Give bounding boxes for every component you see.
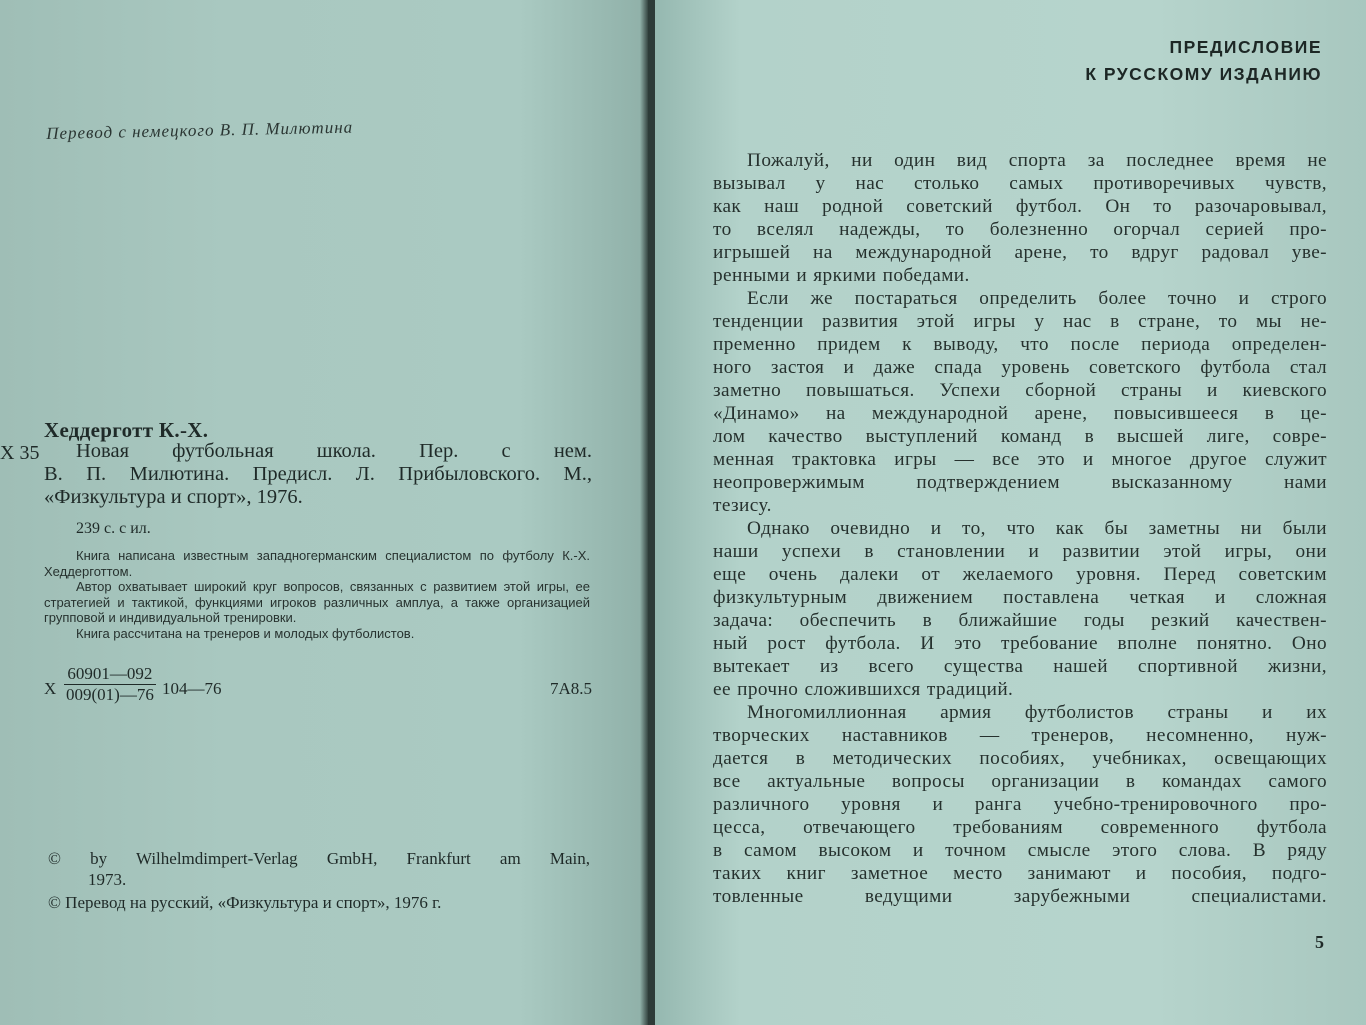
copyright-block (48, 848, 590, 913)
body-line: цесса, отвечающего требованиям современного футбола (713, 817, 1327, 838)
annotation-paragraph: Книга рассчитана на тренеров и молодых футболистов. (76, 625, 415, 641)
body-line: «Динамо» на международной арене, повысившееся в це- (713, 403, 1327, 424)
body-line: творческих наставников — тренеров, несомненно, нуж- (713, 725, 1327, 746)
citation-line: В. П. Милютина. Предисл. Л. Прибыловского. М., (44, 463, 592, 485)
body-line: пременно придем к выводу, что после периода определен- (713, 334, 1327, 355)
catalog-formula (44, 664, 592, 710)
bbk-index: 7А8.5 (549, 679, 592, 698)
formula-prefix: Х (44, 679, 57, 698)
copyright-original-year: 1973. (88, 870, 127, 889)
heading-line: ПРЕДИСЛОВИЕ (1169, 37, 1322, 57)
body-line: Однако очевидно и то, что как бы заметны ни были (747, 518, 1327, 539)
body-line: все актуальные вопросы организации в командах самого (713, 771, 1327, 792)
body-line: задача: обеспечить в ближайшие годы резкий качествен- (713, 610, 1327, 631)
body-line: Если же постараться определить более точно и строго (747, 288, 1327, 309)
body-line: в самом высоком и точном смысле этого слова. В ряду (713, 840, 1327, 861)
citation-line: «Физкультура и спорт», 1976. (44, 486, 303, 508)
annotation-paragraph: Книга написана известным западногерманским специалистом по футболу К.-Х. Хеддерготтом. (44, 548, 590, 579)
body-line: менная трактовка игры — все это и многое другое служит (713, 449, 1327, 470)
author-name: Хеддерготт К.-Х. (44, 418, 209, 442)
body-line: ренными и яркими победами. (713, 265, 970, 286)
body-line: таких книг заметное место занимают и пособия, подго- (713, 863, 1327, 884)
preface-body (713, 149, 1327, 908)
bibliographic-citation (44, 440, 592, 509)
copyright-original: © by Wilhelmdimpert-Verlag GmbH, Frankfurt am Main, (48, 849, 590, 868)
right-page (655, 0, 1366, 1025)
body-line: лом качество выступлений команд в высшей лиге, совре- (713, 426, 1327, 447)
body-line: ный рост футбола. И это требование вполне понятно. Оно (713, 633, 1327, 654)
body-line: различного уровня и ранга учебно-тренировочного про- (713, 794, 1327, 815)
copyright-translation: © Перевод на русский, «Физкультура и спорт», 1976 г. (48, 893, 442, 912)
body-line: наши успехи в становлении и развитии этой игры, они (713, 541, 1327, 562)
body-line: ее прочно сложившихся традиций. (713, 679, 1014, 700)
book-annotation (44, 548, 590, 641)
annotation-paragraph: Автор охватывает широкий круг вопросов, связанных с развитием этой игры, ее стратегией и тактикой, функциями игроков различных амплуа, а также организацией групповой и индивидуальной тренировки. (44, 579, 590, 625)
citation-line: Новая футбольная школа. Пер. с нем. (76, 440, 592, 462)
body-line: тенденции развития этой игры у нас в стране, то мы не- (713, 311, 1327, 332)
heading-line: К РУССКОМУ ИЗДАНИЮ (1085, 64, 1322, 84)
body-line: вызывал у нас столько самых противоречивых чувств, (713, 173, 1327, 194)
body-line: как наш родной советский футбол. Он то разочаровывал, (713, 196, 1327, 217)
body-line: еще очень далеки от желаемого уровня. Перед советским (713, 564, 1327, 585)
body-line: физкультурным движением поставлена четкая и сложная (713, 587, 1327, 608)
body-line: ного застоя и даже спада уровень советского футбола стал (713, 357, 1327, 378)
body-line: заметно повышаться. Успехи сборной страны и киевского (713, 380, 1327, 401)
body-line: Многомиллионная армия футболистов страны и их (747, 702, 1327, 723)
formula-numerator: 60901—092 (67, 664, 153, 683)
body-line: дается в методических пособиях, учебниках, освещающих (713, 748, 1327, 769)
formula-denominator: 009(01)—76 (66, 685, 154, 704)
classification-code: Х 35 (0, 442, 40, 464)
body-line: неопровержимым подтверждением высказанному нами (713, 472, 1327, 493)
body-line: то вселял надежды, то болезненно огорчал серией про- (713, 219, 1327, 240)
body-line: игрышей на международной арене, то вдруг радовал уве- (713, 242, 1327, 263)
preface-heading (1085, 34, 1322, 88)
body-line: Пожалуй, ни один вид спорта за последнее время не (747, 150, 1327, 171)
body-line: тезису. (713, 495, 772, 516)
page-count: 239 с. с ил. (76, 520, 151, 537)
left-page (0, 0, 648, 1025)
formula-price-code: 104—76 (162, 679, 222, 698)
formula-fraction (64, 664, 156, 705)
page-number: 5 (1315, 932, 1324, 952)
translator-credit: Перевод с немецкого В. П. Милютина (46, 117, 354, 143)
body-line: товленные ведущими зарубежными специалистами. (713, 886, 1327, 907)
body-line: вытекает из всего существа нашей спортивной жизни, (713, 656, 1327, 677)
